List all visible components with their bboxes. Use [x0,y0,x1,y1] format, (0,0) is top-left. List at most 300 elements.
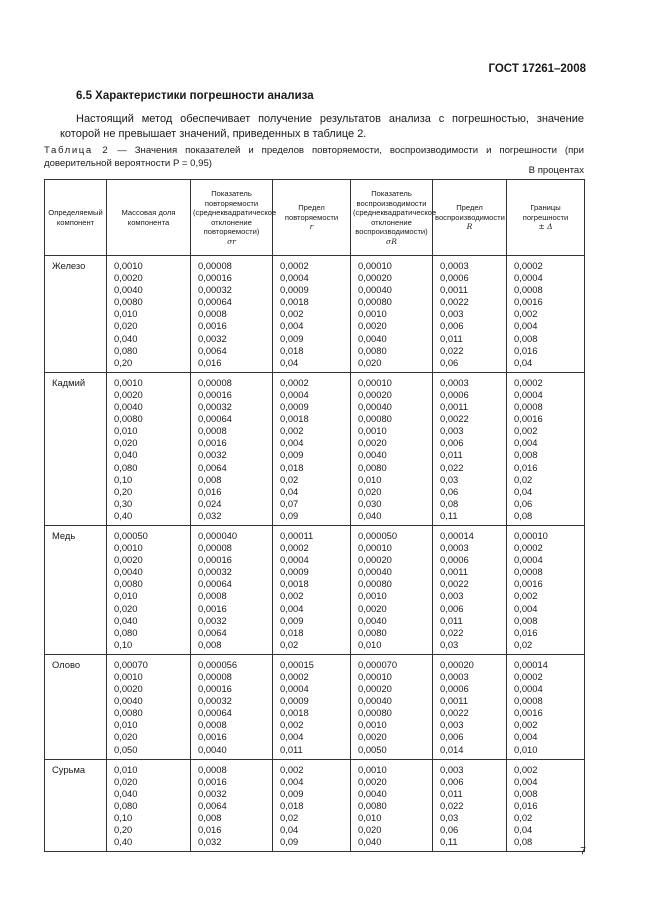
value: 0,0080 [358,344,387,356]
value: 0,0020 [114,554,143,566]
section-title: 6.5 Характеристики погрешности анализа [76,90,314,102]
value: 0,0009 [280,566,309,578]
value: 0,0010 [358,719,387,731]
value: 0,0020 [114,683,143,695]
value: 0,0002 [280,542,309,554]
reproducibility-sd-cell [351,525,433,654]
value: 0,004 [514,437,538,449]
value: 0,0022 [440,413,469,425]
value: 0,00020 [440,658,474,670]
value: 0,0020 [114,272,143,284]
value: 0,09 [280,509,299,521]
value: 0,10 [114,638,133,650]
value: 0,000040 [198,529,238,541]
reproducibility-sd-cell [351,759,433,852]
value: 0,0004 [514,272,543,284]
table-row [45,525,585,654]
value: 0,018 [280,461,304,473]
value: 0,0040 [358,787,387,799]
value: 0,002 [280,425,304,437]
value: 0,00008 [198,376,232,388]
value: 0,08 [440,497,459,509]
reproducibility-limit-cell [433,654,507,759]
value: 0,0010 [358,425,387,437]
value: 0,02 [514,812,533,824]
value: 0,040 [114,332,138,344]
symbol-delta: ± Δ [538,222,553,232]
value: 0,0032 [198,614,227,626]
value: 0,00040 [358,284,392,296]
reproducibility-limit-cell [433,525,507,654]
value: 0,0011 [440,401,468,413]
repeatability-sd-cell [191,372,273,525]
value: 0,010 [114,590,138,602]
value: 0,00040 [358,695,392,707]
value: 0,0003 [440,260,469,271]
value: 0,002 [280,308,304,320]
value: 0,00020 [358,683,392,695]
value: 0,040 [358,509,382,521]
value: 0,0003 [440,671,469,682]
col-header-reproducibility-limit: Предел воспроизводимости R [433,180,507,256]
value: 0,0020 [358,320,387,332]
value: 0,004 [280,437,304,449]
value: 0,008 [514,787,538,799]
value: 0,0032 [198,332,227,344]
value: 0,00016 [198,388,232,400]
value: 0,0020 [358,602,387,614]
value: 0,011 [440,614,463,626]
value: 0,04 [280,824,299,836]
value: 0,020 [114,320,138,332]
value: 0,02 [280,473,299,485]
table-units: В процентах [528,165,584,176]
value: 0,06 [440,356,459,368]
value: 0,00014 [440,529,474,541]
value: 0,006 [440,602,464,614]
value: 0,002 [280,763,304,775]
value: 0,0040 [358,332,387,344]
value: 0,0016 [514,296,543,308]
table-row [45,759,585,852]
value: 0,0002 [280,671,309,682]
value: 0,002 [514,308,538,320]
value: 0,00032 [198,401,232,413]
value: 0,010 [514,743,538,755]
value: 0,00064 [198,296,232,308]
value: 0,0020 [358,775,387,787]
value: 0,018 [280,344,304,356]
table-header-row [45,180,585,256]
value: 0,0004 [280,272,309,284]
value: 0,008 [514,614,538,626]
value: 0,003 [440,719,464,731]
value: 0,00064 [198,707,232,719]
value: 0,00032 [198,284,232,296]
value: 0,0080 [114,296,143,308]
value: 0,0064 [198,344,227,356]
value: 0,0008 [514,401,543,413]
value: 0,0002 [514,542,543,554]
value: 0,002 [514,425,538,437]
value: 0,010 [114,425,138,437]
value: 0,0080 [358,799,387,811]
value: 0,20 [114,356,133,368]
value: 0,004 [514,320,538,332]
value: 0,00008 [198,542,232,554]
value: 0,000056 [198,658,238,670]
value: 0,010 [358,473,382,485]
value: 0,040 [114,614,138,626]
value: 0,40 [114,509,133,521]
reproducibility-sd-cell [351,372,433,525]
component-name: Кадмий [45,372,107,525]
value: 0,11 [440,836,458,848]
value: 0,0040 [114,284,143,296]
value: 0,10 [114,473,133,485]
value: 0,032 [198,836,222,848]
symbol-r: r [309,222,314,232]
repeatability-limit-cell [273,654,351,759]
value: 0,02 [514,638,533,650]
repeatability-sd-cell [191,525,273,654]
value: 0,0002 [514,376,543,388]
value: 0,00064 [198,413,232,425]
value: 0,0010 [114,376,143,388]
mass-fraction-cell [107,525,191,654]
value: 0,0020 [358,437,387,449]
value: 0,080 [114,461,138,473]
error-characteristics-table [44,179,585,852]
value: 0,010 [114,763,138,775]
value: 0,0004 [514,683,543,695]
value: 0,004 [280,775,304,787]
repeatability-sd-cell [191,256,273,373]
value: 0,008 [514,332,538,344]
value: 0,003 [440,590,464,602]
value: 0,009 [280,332,304,344]
value: 0,08 [514,836,533,848]
table-row [45,372,585,525]
value: 0,050 [114,743,138,755]
value: 0,004 [280,731,304,743]
value: 0,00016 [198,683,232,695]
value: 0,0010 [114,260,143,271]
value: 0,0008 [198,763,227,775]
value: 0,0010 [114,542,143,554]
value: 0,0064 [198,799,227,811]
value: 0,0080 [114,413,143,425]
reproducibility-sd-cell [351,654,433,759]
value: 0,0008 [514,695,543,707]
value: 0,0032 [198,787,227,799]
value: 0,0064 [198,461,227,473]
error-bounds-cell [507,654,585,759]
value: 0,0018 [280,413,309,425]
value: 0,00010 [514,529,548,541]
value: 0,0011 [440,284,468,296]
value: 0,0010 [358,308,387,320]
value: 0,00011 [280,529,314,541]
value: 0,0040 [358,614,387,626]
value: 0,020 [358,356,382,368]
value: 0,016 [514,799,538,811]
value: 0,30 [114,497,133,509]
value: 0,0008 [514,284,543,296]
value: 0,00010 [358,671,392,682]
value: 0,04 [280,485,299,497]
value: 0,04 [514,824,533,836]
value: 0,016 [514,344,538,356]
value: 0,022 [440,799,464,811]
value: 0,011 [440,449,463,461]
value: 0,11 [440,509,458,521]
value: 0,0016 [198,731,227,743]
value: 0,00008 [198,260,232,271]
value: 0,02 [280,638,299,650]
value: 0,07 [280,497,299,509]
component-name: Медь [45,525,107,654]
value: 0,008 [514,449,538,461]
value: 0,0022 [440,296,469,308]
mass-fraction-cell [107,256,191,373]
reproducibility-limit-cell [433,759,507,852]
value: 0,0016 [198,437,227,449]
value: 0,00015 [280,658,314,670]
value: 0,0008 [514,566,543,578]
value: 0,0003 [440,542,469,554]
value: 0,0064 [198,626,227,638]
intro-paragraph: Настоящий метод обеспечивает получение результатов анализа с погрешностью, значение которой не превышает значений, приведенных в таблице 2. [60,113,584,140]
error-bounds-cell [507,256,585,373]
value: 0,004 [514,602,538,614]
value: 0,080 [114,626,138,638]
value: 0,09 [280,836,299,848]
value: 0,0004 [514,554,543,566]
mass-fraction-cell [107,654,191,759]
value: 0,0040 [114,566,143,578]
value: 0,010 [114,719,138,731]
symbol-sigma-r: σr [227,236,236,246]
value: 0,0006 [440,683,469,695]
value: 0,00016 [198,554,232,566]
value: 0,0008 [198,719,227,731]
value: 0,02 [280,812,299,824]
reproducibility-limit-cell [433,372,507,525]
value: 0,080 [114,344,138,356]
value: 0,00020 [358,388,392,400]
value: 0,0018 [280,296,309,308]
value: 0,016 [514,461,538,473]
value: 0,0080 [114,707,143,719]
value: 0,0004 [514,388,543,400]
component-name: Железо [45,256,107,373]
repeatability-sd-cell [191,759,273,852]
table-caption [44,144,584,170]
value: 0,0020 [358,731,387,743]
value: 0,0016 [514,413,543,425]
component-name: Олово [45,654,107,759]
component-name: Сурьма [45,759,107,852]
value: 0,0080 [358,461,387,473]
value: 0,03 [440,812,459,824]
value: 0,0011 [440,695,468,707]
value: 0,00080 [358,707,392,719]
value: 0,004 [514,775,538,787]
value: 0,009 [280,449,304,461]
value: 0,014 [440,743,464,755]
value: 0,00050 [114,529,148,541]
table-row [45,654,585,759]
value: 0,0008 [198,590,227,602]
value: 0,0010 [358,590,387,602]
value: 0,0050 [358,743,387,755]
value: 0,0016 [198,602,227,614]
value: 0,016 [198,356,222,368]
value: 0,0009 [280,401,309,413]
value: 0,00080 [358,296,392,308]
value: 0,008 [198,473,222,485]
repeatability-limit-cell [273,256,351,373]
value: 0,06 [440,824,459,836]
value: 0,0006 [440,272,469,284]
value: 0,00080 [358,578,392,590]
value: 0,0004 [280,554,309,566]
value: 0,0022 [440,707,469,719]
value: 0,020 [358,824,382,836]
value: 0,020 [114,731,138,743]
value: 0,018 [280,626,304,638]
value: 0,0002 [280,376,309,388]
value: 0,0002 [280,260,309,271]
value: 0,022 [440,626,464,638]
value: 0,002 [280,590,304,602]
value: 0,0080 [114,578,143,590]
col-header-mass-fraction: Массовая доля компонента [107,180,191,256]
value: 0,0006 [440,554,469,566]
value: 0,0040 [358,449,387,461]
value: 0,0002 [514,671,543,682]
value: 0,00064 [198,578,232,590]
value: 0,040 [114,787,138,799]
value: 0,006 [440,320,464,332]
value: 0,003 [440,425,464,437]
col-header-reproducibility-sd: Показатель воспроизводимости (среднеквадратическое отклонение воспроизводимости) σR [351,180,433,256]
value: 0,020 [114,437,138,449]
value: 0,016 [198,485,222,497]
value: 0,011 [440,332,463,344]
value: 0,10 [114,812,133,824]
value: 0,00010 [358,376,392,388]
value: 0,0018 [280,707,309,719]
mass-fraction-cell [107,372,191,525]
value: 0,0016 [198,775,227,787]
page-header-doc-code: ГОСТ 17261–2008 [488,63,586,75]
value: 0,011 [440,787,463,799]
repeatability-sd-cell [191,654,273,759]
value: 0,0022 [440,578,469,590]
value: 0,0080 [358,626,387,638]
value: 0,0003 [440,376,469,388]
mass-fraction-cell [107,759,191,852]
value: 0,04 [514,356,533,368]
repeatability-limit-cell [273,525,351,654]
value: 0,032 [198,509,222,521]
value: 0,0020 [114,388,143,400]
value: 0,00010 [358,542,392,554]
value: 0,003 [440,763,464,775]
value: 0,080 [114,799,138,811]
value: 0,03 [440,638,459,650]
value: 0,00020 [358,272,392,284]
value: 0,040 [358,836,382,848]
value: 0,0009 [280,695,309,707]
value: 0,0010 [358,763,387,775]
value: 0,20 [114,485,133,497]
value: 0,020 [358,485,382,497]
value: 0,018 [280,799,304,811]
value: 0,000070 [358,658,398,670]
symbol-sigma-R: σR [386,236,397,246]
value: 0,002 [514,719,538,731]
symbol-R: R [466,222,473,232]
value: 0,0008 [198,425,227,437]
value: 0,0040 [114,401,143,413]
value: 0,00040 [358,401,392,413]
value: 0,04 [280,356,299,368]
value: 0,00014 [514,658,548,670]
repeatability-limit-cell [273,759,351,852]
value: 0,002 [514,763,538,775]
value: 0,0016 [198,320,227,332]
value: 0,00010 [358,260,392,271]
value: 0,004 [280,602,304,614]
value: 0,0006 [440,388,469,400]
col-header-repeatability-limit: Предел повторяемости r [273,180,351,256]
value: 0,006 [440,437,464,449]
value: 0,0011 [440,566,468,578]
value: 0,0010 [114,671,143,682]
table-caption-label: Таблица 2 [44,145,110,156]
value: 0,0040 [114,695,143,707]
value: 0,03 [440,473,459,485]
value: 0,0008 [198,308,227,320]
value: 0,010 [358,638,382,650]
value: 0,009 [280,614,304,626]
error-bounds-cell [507,759,585,852]
value: 0,06 [440,485,459,497]
value: 0,0009 [280,284,309,296]
table-caption-text: — Значения показателей и пределов повторяемости, воспроизводимости и погрешности (при доверительной вероятности P = 0,95) [44,145,584,169]
value: 0,00070 [114,658,148,670]
value: 0,004 [514,731,538,743]
value: 0,08 [514,509,533,521]
value: 0,0032 [198,449,227,461]
error-bounds-cell [507,372,585,525]
page-number: 7 [580,845,586,857]
value: 0,0002 [514,260,543,271]
value: 0,00032 [198,695,232,707]
value: 0,022 [440,461,464,473]
value: 0,003 [440,308,464,320]
value: 0,004 [280,320,304,332]
col-header-component: Определяемый компонент [45,180,107,256]
value: 0,00032 [198,566,232,578]
value: 0,00020 [358,554,392,566]
value: 0,020 [114,775,138,787]
reproducibility-limit-cell [433,256,507,373]
value: 0,0004 [280,683,309,695]
